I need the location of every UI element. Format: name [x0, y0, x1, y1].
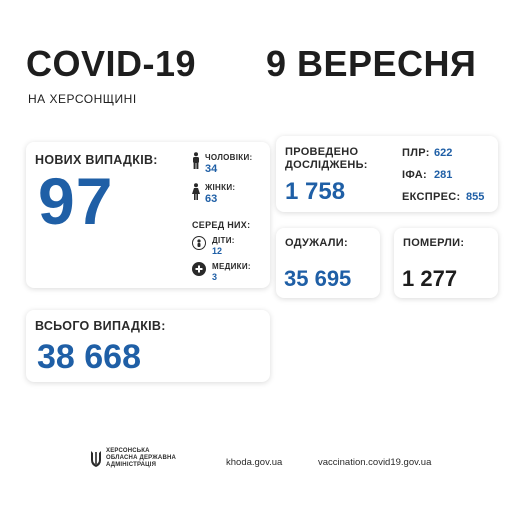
child-icon — [192, 236, 206, 250]
website-link-vaccination[interactable]: vaccination.covid19.gov.ua — [318, 457, 432, 468]
org-line2: ОБЛАСНА ДЕРЖАВНА — [106, 455, 177, 462]
among-them-label: СЕРЕД НИХ: — [192, 220, 251, 230]
deaths-card — [394, 228, 498, 298]
recovered-value: 35 695 — [284, 266, 352, 291]
men-value: 34 — [205, 163, 218, 175]
new-cases-card — [26, 142, 270, 288]
express-label: ЕКСПРЕС: — [402, 191, 461, 203]
new-cases-label: НОВИХ ВИПАДКІВ: — [35, 153, 158, 167]
report-date: 9 ВЕРЕСНЯ — [266, 43, 477, 84]
new-cases-value: 97 — [38, 164, 114, 238]
org-name — [106, 448, 176, 470]
express-value: 855 — [466, 191, 485, 203]
medics-value: 3 — [212, 272, 218, 282]
org-line3: АДМІНІСТРАЦІЯ — [106, 462, 157, 469]
women-value: 63 — [205, 193, 218, 205]
tests-value: 1 758 — [285, 178, 346, 205]
tests-card — [276, 136, 498, 212]
children-label: ДІТИ: — [212, 236, 235, 245]
pcr-value: 622 — [434, 147, 453, 159]
recovered-card — [276, 228, 380, 298]
total-cases-card — [26, 310, 270, 382]
website-link-khoda[interactable]: khoda.gov.ua — [226, 457, 283, 468]
children-value: 12 — [212, 246, 223, 256]
ifa-value: 281 — [434, 169, 453, 181]
deaths-value: 1 277 — [402, 266, 458, 291]
medics-label: МЕДИКИ: — [212, 262, 251, 271]
male-icon — [192, 152, 200, 169]
total-cases-label: ВСЬОГО ВИПАДКІВ: — [35, 319, 166, 333]
ifa-label: ІФА: — [402, 169, 427, 181]
org-line1: ХЕРСОНСЬКА — [106, 448, 150, 454]
medic-cross-icon — [192, 262, 206, 276]
page-title: COVID-19 — [26, 43, 197, 84]
recovered-label: ОДУЖАЛИ: — [285, 237, 348, 249]
total-cases-value: 38 668 — [37, 338, 141, 376]
women-label: ЖІНКИ: — [205, 183, 236, 192]
female-icon — [192, 183, 200, 200]
deaths-label: ПОМЕРЛИ: — [403, 237, 465, 249]
tests-label-line2: ДОСЛІДЖЕНЬ: — [285, 159, 368, 171]
men-label: ЧОЛОВІКИ: — [205, 153, 253, 162]
trident-emblem-icon — [90, 450, 102, 468]
tests-label-line1: ПРОВЕДЕНО — [285, 146, 359, 158]
region-subtitle: НА ХЕРСОНЩИНІ — [28, 92, 137, 106]
pcr-label: ПЛР: — [402, 147, 430, 159]
